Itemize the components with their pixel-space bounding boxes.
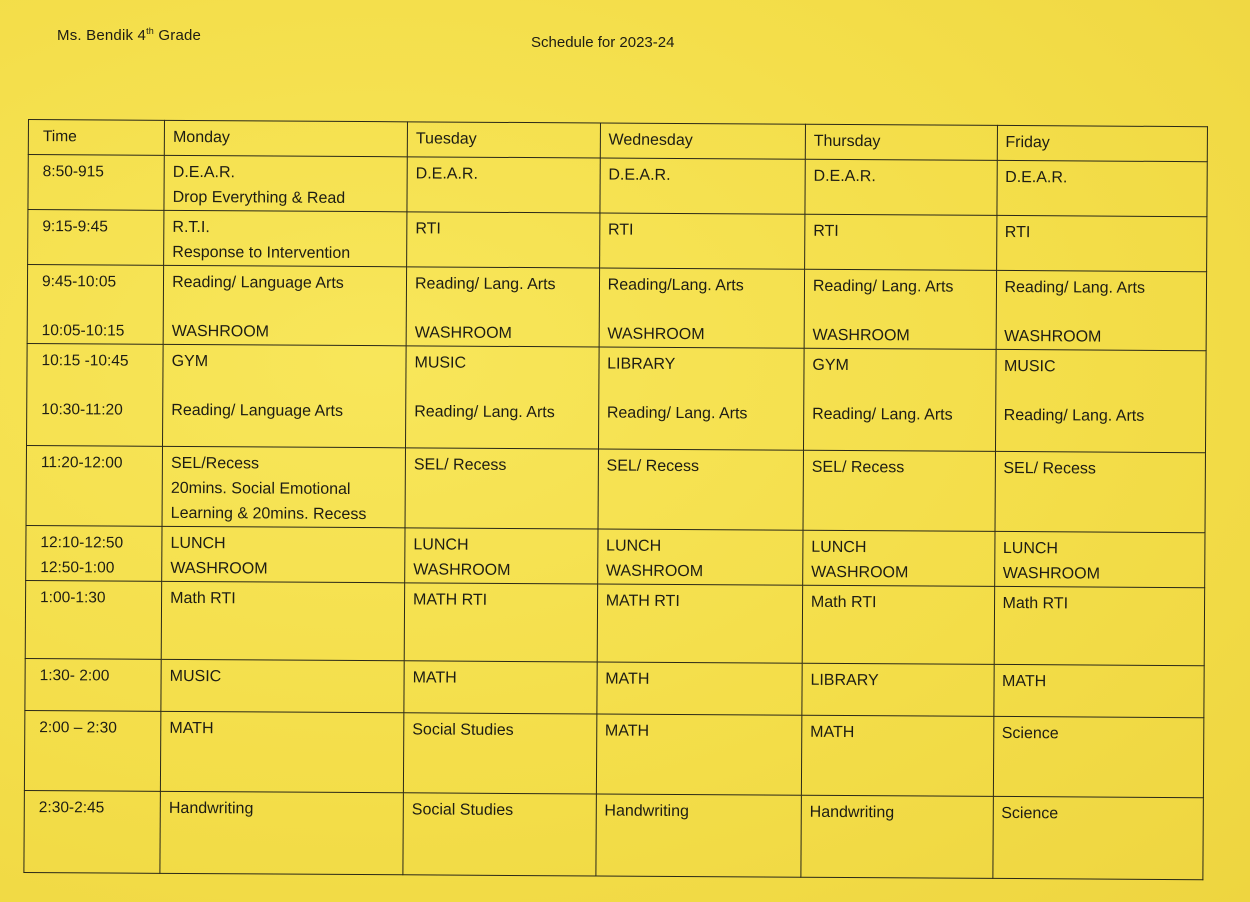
time-text: 12:50-1:00 xyxy=(40,559,115,577)
table-row xyxy=(27,265,1206,351)
spacer xyxy=(1004,379,1200,404)
time-text: 10:15 -10:45 xyxy=(41,352,129,370)
activity-text: Handwriting xyxy=(168,799,254,818)
activity-text: MATH RTI xyxy=(413,591,488,609)
activity-text: 20mins. Social Emotional xyxy=(170,479,351,498)
schedule-cell-thu xyxy=(801,715,993,796)
schedule-cell-thu xyxy=(804,214,996,270)
time-text: 9:45-10:05 xyxy=(41,273,117,291)
schedule-cell-thu xyxy=(804,269,996,349)
schedule-cell-wed xyxy=(597,662,803,715)
schedule-cell-tue xyxy=(404,583,597,662)
time-text: 1:00-1:30 xyxy=(40,589,106,607)
activity-text: GYM xyxy=(171,352,209,371)
spacer xyxy=(414,375,592,400)
activity-text: Math RTI xyxy=(1002,594,1069,613)
schedule-cell-tue xyxy=(403,793,596,876)
schedule-cell-wed xyxy=(599,213,805,269)
activity-text: D.E.A.R. xyxy=(415,165,478,183)
activity-text: SEL/ Recess xyxy=(811,458,905,477)
activity-text: GYM xyxy=(812,356,849,375)
time-cell xyxy=(26,525,162,581)
schedule-cell-fri xyxy=(996,215,1207,271)
time-text: 10:05-10:15 xyxy=(41,322,125,340)
spacer xyxy=(171,374,399,399)
activity-text: WASHROOM xyxy=(605,562,704,581)
time-text: 11:20-12:00 xyxy=(40,454,123,472)
spacer xyxy=(172,295,400,320)
time-text: 1:30- 2:00 xyxy=(39,667,110,685)
activity-text: RTI xyxy=(415,220,441,238)
activity-text: D.E.A.R. xyxy=(172,163,236,182)
schedule-cell-mon xyxy=(161,581,404,660)
time-cell xyxy=(27,343,164,446)
schedule-cell-wed xyxy=(596,714,802,795)
time-cell xyxy=(24,790,161,873)
activity-text: Social Studies xyxy=(412,721,514,739)
activity-text: R.T.I. xyxy=(172,218,210,237)
schedule-cell-fri xyxy=(994,451,1205,532)
activity-text: MATH xyxy=(810,723,855,742)
schedule-cell-thu xyxy=(803,348,995,451)
activity-text: MUSIC xyxy=(169,667,222,686)
activity-text: LUNCH xyxy=(413,536,469,554)
activity-text: MATH RTI xyxy=(605,592,680,610)
schedule-cell-fri xyxy=(993,664,1204,717)
activity-text: SEL/ Recess xyxy=(1003,459,1096,478)
activity-text: LUNCH xyxy=(170,534,226,553)
schedule-cell-thu xyxy=(802,663,994,716)
teacher-name: Ms. Bendik 4 xyxy=(57,27,147,44)
schedule-cell-wed xyxy=(597,529,803,585)
activity-text: D.E.A.R. xyxy=(813,167,876,186)
column-header-monday: Monday xyxy=(164,120,407,156)
activity-text: MATH xyxy=(412,669,457,687)
activity-text: SEL/Recess xyxy=(170,454,260,473)
table-row xyxy=(26,525,1205,587)
schedule-cell-tue xyxy=(405,528,598,584)
schedule-title: Schedule for 2023-24 xyxy=(531,34,675,51)
activity-text: MATH xyxy=(169,719,214,738)
grade-ordinal: th xyxy=(146,26,155,36)
schedule-cell-tue xyxy=(407,212,600,268)
time-text: 2:00 – 2:30 xyxy=(39,719,117,737)
activity-text: Social Studies xyxy=(411,801,514,819)
schedule-cell-thu xyxy=(805,159,997,215)
time-text: 9:15-9:45 xyxy=(42,218,108,236)
activity-text: WASHROOM xyxy=(1004,327,1102,346)
table-row xyxy=(25,658,1204,717)
activity-text: Learning & 20mins. Recess xyxy=(170,504,367,524)
activity-text: Reading/ Lang. Arts xyxy=(414,403,555,422)
activity-text: WASHROOM xyxy=(171,322,270,341)
time-cell xyxy=(26,445,163,526)
activity-text: RTI xyxy=(607,221,634,239)
activity-text: RTI xyxy=(1004,223,1031,242)
spacer xyxy=(1004,300,1200,325)
schedule-cell-thu xyxy=(801,795,993,878)
column-header-wednesday: Wednesday xyxy=(600,123,805,159)
schedule-cell-fri xyxy=(995,349,1206,452)
spacer xyxy=(415,296,593,321)
activity-text: WASHROOM xyxy=(413,561,511,579)
activity-text: Reading/ Lang. Arts xyxy=(606,404,748,423)
activity-text: SEL/ Recess xyxy=(413,456,507,474)
activity-text: WASHROOM xyxy=(607,325,705,344)
activity-text: WASHROOM xyxy=(1002,564,1100,583)
activity-text: MATH xyxy=(605,670,650,688)
activity-text: Reading/ Language Arts xyxy=(172,273,344,292)
time-text: 10:30-11:20 xyxy=(41,401,123,419)
time-text: 2:30-2:45 xyxy=(38,799,105,817)
activity-text: WASHROOM xyxy=(170,559,268,578)
activity-text: LIBRARY xyxy=(607,355,676,373)
spacer xyxy=(812,378,989,403)
activity-text: Reading/ Language Arts xyxy=(171,401,344,420)
activity-text: Math RTI xyxy=(810,593,877,612)
time-text: 8:50-915 xyxy=(42,163,104,181)
spacer xyxy=(42,294,157,319)
schedule-cell-thu xyxy=(803,530,995,586)
activity-text: RTI xyxy=(813,222,839,240)
schedule-cell-thu xyxy=(802,585,994,664)
activity-text: Reading/ Lang. Arts xyxy=(812,277,954,296)
activity-text: D.E.A.R. xyxy=(608,166,671,184)
activity-text: LUNCH xyxy=(1002,539,1059,558)
schedule-table xyxy=(23,119,1208,880)
column-header-thursday: Thursday xyxy=(805,124,997,160)
schedule-cell-mon xyxy=(161,659,404,712)
schedule-cell-wed xyxy=(599,268,805,348)
schedule-cell-tue xyxy=(404,661,597,714)
table-row xyxy=(27,343,1207,452)
spacer xyxy=(41,373,156,398)
activity-text: MUSIC xyxy=(1003,357,1056,376)
activity-text: Reading/Lang. Arts xyxy=(607,276,744,295)
table-row xyxy=(24,790,1203,879)
activity-text: Reading/ Lang. Arts xyxy=(1004,278,1146,297)
time-cell xyxy=(25,658,161,711)
column-header-time: Time xyxy=(28,120,164,156)
schedule-cell-thu xyxy=(803,450,995,531)
table-row xyxy=(25,580,1204,665)
schedule-cell-fri xyxy=(996,160,1207,216)
activity-text: WASHROOM xyxy=(414,324,512,342)
activity-text: LIBRARY xyxy=(810,671,879,690)
schedule-cell-tue xyxy=(403,713,596,794)
schedule-cell-mon xyxy=(163,265,406,345)
activity-text: Handwriting xyxy=(604,802,689,821)
time-cell xyxy=(27,265,164,345)
activity-text: SEL/ Recess xyxy=(606,457,700,476)
activity-text: D.E.A.R. xyxy=(1005,168,1068,187)
schedule-cell-wed xyxy=(600,158,806,214)
table-row xyxy=(24,710,1203,797)
schedule-cell-tue xyxy=(407,157,600,213)
schedule-cell-fri xyxy=(996,270,1207,350)
table-row xyxy=(26,445,1205,532)
activity-text: LUNCH xyxy=(811,538,867,557)
spacer xyxy=(607,377,797,402)
activity-text: Reading/ Lang. Arts xyxy=(1003,406,1145,425)
schedule-cell-wed xyxy=(598,347,804,450)
schedule-cell-mon xyxy=(164,210,407,266)
schedule-cell-wed xyxy=(598,449,804,530)
schedule-cell-wed xyxy=(596,794,802,877)
schedule-cell-tue xyxy=(406,267,599,347)
schedule-cell-mon xyxy=(164,155,407,211)
activity-text: Drop Everything & Read xyxy=(172,188,346,207)
activity-text: WASHROOM xyxy=(812,326,910,345)
activity-text: Math RTI xyxy=(170,589,236,608)
grade-label: Grade xyxy=(154,27,202,44)
column-header-friday: Friday xyxy=(997,125,1208,161)
table-row xyxy=(28,210,1207,272)
activity-text: WASHROOM xyxy=(811,563,909,582)
column-header-tuesday: Tuesday xyxy=(407,122,600,158)
activity-text: Reading/ Lang. Arts xyxy=(812,405,953,424)
activity-text: Response to Intervention xyxy=(172,243,351,262)
schedule-cell-fri xyxy=(993,716,1204,797)
schedule-cell-fri xyxy=(994,586,1205,665)
schedule-cell-mon xyxy=(162,446,405,527)
time-cell xyxy=(28,210,164,266)
schedule-cell-fri xyxy=(994,531,1205,587)
schedule-cell-wed xyxy=(597,584,803,663)
activity-text: MUSIC xyxy=(414,354,467,372)
schedule-cell-mon xyxy=(160,791,403,874)
activity-text: Handwriting xyxy=(809,803,895,822)
activity-text: Reading/ Lang. Arts xyxy=(414,275,556,294)
schedule-cell-mon xyxy=(163,344,407,447)
teacher-heading xyxy=(57,26,201,44)
table-row xyxy=(28,155,1207,217)
activity-text: Science xyxy=(1001,804,1059,823)
schedule-cell-fri xyxy=(992,796,1203,879)
activity-text: MATH xyxy=(1002,672,1047,691)
activity-text: LUNCH xyxy=(606,537,662,555)
time-text: 12:10-12:50 xyxy=(40,534,124,552)
time-cell xyxy=(28,155,164,211)
time-cell xyxy=(24,710,161,791)
activity-text: Science xyxy=(1001,724,1059,743)
schedule-cell-mon xyxy=(162,526,405,582)
spacer xyxy=(813,299,990,324)
time-cell xyxy=(25,580,162,659)
schedule-cell-tue xyxy=(406,346,599,449)
spacer xyxy=(607,298,797,323)
schedule-sheet xyxy=(23,119,1207,864)
schedule-cell-tue xyxy=(405,448,598,529)
activity-text: MATH xyxy=(604,722,650,740)
schedule-cell-mon xyxy=(161,711,404,792)
